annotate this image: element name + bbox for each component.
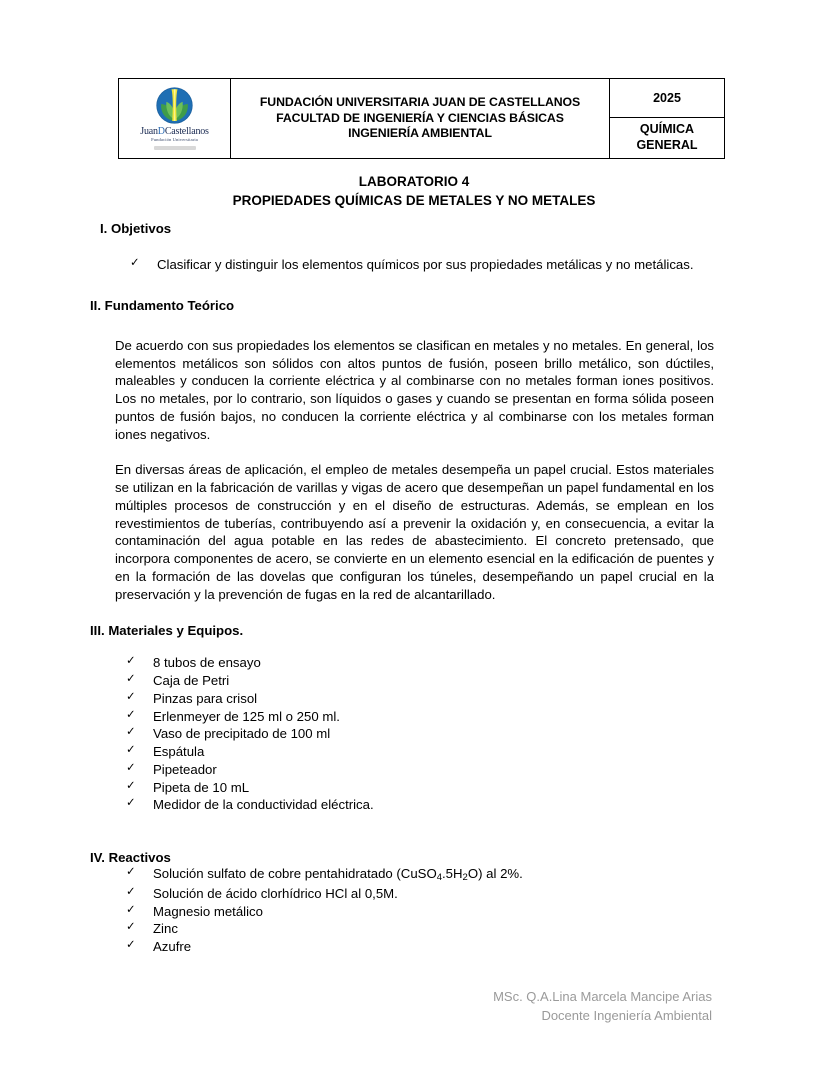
header-year-cell: 2025 — [610, 79, 725, 118]
list-item: ✓ Solución de ácido clorhídrico HCl al 0,5M. — [126, 885, 828, 903]
header-subject-cell — [610, 118, 725, 159]
header-institution-cell — [231, 79, 610, 159]
list-item: ✓ Medidor de la conductividad eléctrica. — [126, 796, 828, 814]
list-item: ✓ Vaso de precipitado de 100 ml — [126, 725, 828, 743]
reactivo-formula-mid: .5H — [442, 866, 463, 881]
logo-accreditation-bar — [154, 146, 196, 150]
section-heading-materiales: III. Materiales y Equipos. — [90, 623, 244, 639]
materiales-list — [126, 654, 828, 814]
university-logo — [125, 87, 224, 151]
list-item: ✓ Pinzas para crisol — [126, 690, 828, 708]
footer-author: MSc. Q.A.Lina Marcela Mancipe Arias — [493, 989, 712, 1004]
institution-line-3: INGENIERÍA AMBIENTAL — [348, 126, 492, 141]
document-title-line-1: LABORATORIO 4 — [358, 174, 470, 189]
header-logo-cell — [119, 79, 231, 159]
list-item: ✓ Zinc — [126, 920, 828, 938]
spacer — [0, 603, 828, 623]
reactivo-subscript-2: 2 — [462, 872, 468, 884]
footer-role: Docente Ingeniería Ambiental — [541, 1007, 712, 1023]
reactivos-list — [126, 865, 828, 956]
logo-subtitle: Fundación Universitaria — [151, 136, 198, 142]
section-heading-objetivos: I. Objetivos — [100, 221, 172, 236]
list-item: ✓ Pipeteador — [126, 761, 828, 779]
document-header-table — [118, 78, 725, 159]
reactivo-subscript-1: 4 — [436, 872, 443, 884]
document-body — [0, 221, 828, 956]
objetivos-list — [130, 256, 714, 274]
spacer — [0, 638, 828, 654]
institution-line-2: FACULTAD DE INGENIERÍA Y CIENCIAS BÁSICAS — [276, 110, 564, 125]
logo-name-part3: Castellanos — [164, 125, 209, 137]
list-item: ✓ Caja de Petri — [126, 672, 828, 690]
section-heading-fundamento: II. Fundamento Teórico — [90, 297, 235, 313]
list-item: ✓ Clasificar y distinguir los elementos químicos por sus propiedades metálicas y no metálicas. — [130, 256, 714, 274]
logo-name-part2: D — [157, 125, 165, 137]
list-item: ✓ Erlenmeyer de 125 ml o 250 ml. — [126, 708, 828, 726]
subject-line-1: QUÍMICA — [639, 122, 695, 137]
spacer — [0, 236, 828, 256]
list-item — [126, 865, 828, 885]
institution-line-1: FUNDACIÓN UNIVERSITARIA JUAN DE CASTELLANOS — [259, 94, 581, 109]
list-item: ✓ Espátula — [126, 743, 828, 761]
university-circular-emblem-icon — [156, 87, 193, 124]
fundamento-paragraph-2: En diversas áreas de aplicación, el empleo de metales desempeña un papel crucial. Estos materiales se utilizan en la fabricación de varillas y vigas de acero que desempeñan un papel fundamental en los múltiples procesos de construcción y en el diseño de estructuras. Además, se emplean en los revestimientos de tuberías, contribuyendo así a prevenir la oxidación y, en consecuencia, a evitar la contaminación del agua potable en las redes de abastecimiento. El concreto pretensado, que incorpora componentes de acero, se convierte en un elemento esencial en la edificación de puentes y en la formación de las dovelas que configuran los túneles, desempeñando un papel crucial en la preservación y la prevención de fugas en la red de alcantarillado. — [115, 462, 714, 602]
list-item: ✓ 8 tubos de ensayo — [126, 654, 828, 672]
spacer — [0, 814, 828, 850]
spacer — [0, 443, 828, 461]
document-footer — [0, 988, 712, 1026]
reactivo-formula-prefix: Solución sulfato de cobre pentahidratado (CuSO — [153, 866, 437, 881]
reactivo-formula-suffix: O) al 2%. — [467, 866, 523, 881]
list-item: ✓ Azufre — [126, 938, 828, 956]
subject-line-2: GENERAL — [636, 138, 698, 152]
logo-wordmark — [140, 127, 208, 137]
header-row-1 — [119, 79, 725, 118]
document-title — [0, 172, 828, 210]
spacer — [0, 313, 828, 337]
fundamento-paragraph-1: De acuerdo con sus propiedades los elementos se clasifican en metales y no metales. En general, los elementos metálicos son sólidos con altos puntos de fusión, poseen brillo metálico, son dúctiles, maleables y conducen la corriente eléctrica y al combinarse con no metales forman iones positivos. Los no metales, por lo contrario, son líquidos o gases y cuando se presentan en forma sólida poseen puntos de fusión bajos, no conducen la corriente eléctrica y al combinarse con los metales forman iones negativos. — [115, 337, 714, 442]
logo-name-part1: Juan — [140, 125, 158, 137]
spacer — [0, 274, 828, 298]
list-item: ✓ Pipeta de 10 mL — [126, 779, 828, 797]
section-heading-reactivos: IV. Reactivos — [90, 850, 171, 865]
list-item: ✓ Magnesio metálico — [126, 903, 828, 921]
document-title-line-2: PROPIEDADES QUÍMICAS DE METALES Y NO METALES — [232, 193, 596, 209]
